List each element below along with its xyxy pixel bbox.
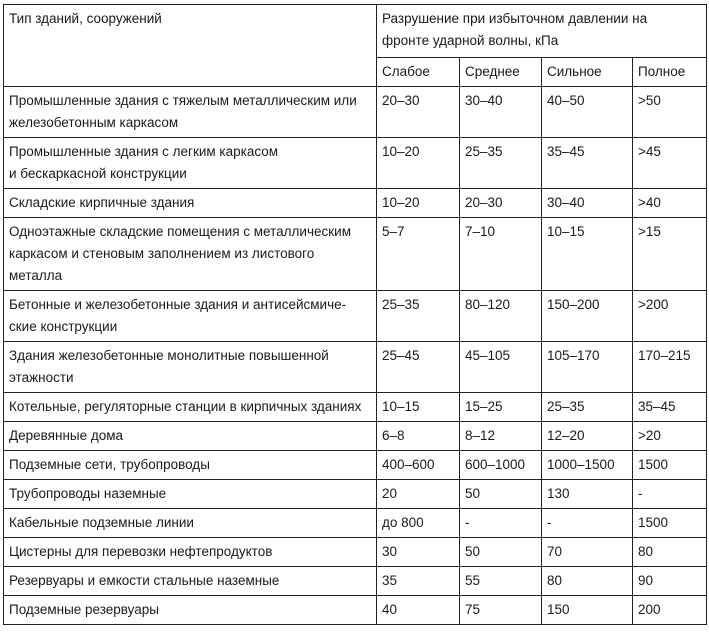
weak-value-cell: 25–45 (377, 342, 460, 393)
medium-value-cell: 8–12 (460, 422, 542, 451)
table-row (4, 291, 707, 342)
strong-value-cell: 80 (542, 567, 633, 596)
table-body (4, 87, 707, 625)
medium-value-cell: 50 (460, 480, 542, 509)
weak-value-cell: 35 (377, 567, 460, 596)
destruction-pressure-table (3, 4, 707, 625)
weak-value-cell: 6–8 (377, 422, 460, 451)
structure-type-cell (4, 567, 377, 596)
full-value-cell: >45 (633, 138, 707, 189)
full-value-cell: - (633, 480, 707, 509)
weak-value-cell: 40 (377, 596, 460, 625)
weak-value-cell: 30 (377, 538, 460, 567)
header-type-cell (4, 5, 377, 87)
full-value-cell: >200 (633, 291, 707, 342)
structure-type-line: металла (9, 268, 63, 283)
strong-value-cell: 12–20 (542, 422, 633, 451)
weak-value-cell: 20 (377, 480, 460, 509)
structure-type-line: Цистерны для перевозки нефтепродуктов (9, 544, 273, 559)
column-header-full: Полное (633, 58, 707, 87)
structure-type-cell (4, 422, 377, 451)
structure-type-cell (4, 291, 377, 342)
structure-type-line: Трубопроводы наземные (9, 486, 167, 501)
strong-value-cell: 70 (542, 538, 633, 567)
full-value-cell: 170–215 (633, 342, 707, 393)
structure-type-line: Подземные сети, трубопроводы (9, 457, 210, 472)
weak-value-cell: до 800 (377, 509, 460, 538)
full-value-cell: 1500 (633, 509, 707, 538)
column-header-strong: Сильное (542, 58, 633, 87)
table-row (4, 480, 707, 509)
structure-type-line: Котельные, регуляторные станции в кирпичных зданиях (9, 399, 362, 414)
structure-type-cell (4, 87, 377, 138)
header-group-label-line1: Разрушение при избыточном давлении на (382, 11, 648, 26)
header-group-label-line2: фронте ударной волны, кПа (382, 33, 559, 48)
table-row (4, 218, 707, 291)
structure-type-cell (4, 138, 377, 189)
structure-type-line: и бескаркасной конструкции (9, 166, 187, 181)
header-type-label: Тип зданий, сооружений (9, 11, 162, 26)
table-row (4, 509, 707, 538)
table-row (4, 393, 707, 422)
structure-type-line: Здания железобетонные монолитные повышенной (9, 348, 329, 363)
structure-type-line: Бетонные и железобетонные здания и антисейсмиче- (9, 297, 347, 312)
weak-value-cell: 20–30 (377, 87, 460, 138)
strong-value-cell: - (542, 509, 633, 538)
medium-value-cell: 45–105 (460, 342, 542, 393)
structure-type-line: Резервуары и емкости стальные наземные (9, 573, 280, 588)
table-row (4, 342, 707, 393)
structure-type-cell (4, 480, 377, 509)
full-value-cell: 90 (633, 567, 707, 596)
full-value-cell: >20 (633, 422, 707, 451)
strong-value-cell: 150–200 (542, 291, 633, 342)
structure-type-line: ские конструкции (9, 319, 118, 334)
strong-value-cell: 35–45 (542, 138, 633, 189)
structure-type-cell (4, 218, 377, 291)
medium-value-cell: 30–40 (460, 87, 542, 138)
medium-value-cell: 50 (460, 538, 542, 567)
structure-type-cell (4, 596, 377, 625)
structure-type-cell (4, 451, 377, 480)
table-row (4, 538, 707, 567)
weak-value-cell: 25–35 (377, 291, 460, 342)
full-value-cell: 200 (633, 596, 707, 625)
table-row (4, 138, 707, 189)
full-value-cell: 1500 (633, 451, 707, 480)
structure-type-line: Кабельные подземные линии (9, 515, 194, 530)
structure-type-line: Деревянные дома (9, 428, 124, 443)
full-value-cell: 35–45 (633, 393, 707, 422)
strong-value-cell: 130 (542, 480, 633, 509)
structure-type-cell (4, 393, 377, 422)
table-row (4, 422, 707, 451)
structure-type-line: железобетонным каркасом (9, 115, 179, 130)
structure-type-cell (4, 342, 377, 393)
column-header-weak: Слабое (377, 58, 460, 87)
medium-value-cell: 80–120 (460, 291, 542, 342)
medium-value-cell: 600–1000 (460, 451, 542, 480)
medium-value-cell: 15–25 (460, 393, 542, 422)
strong-value-cell: 105–170 (542, 342, 633, 393)
table-row (4, 596, 707, 625)
structure-type-line: каркасом и стеновым заполнением из листового (9, 246, 315, 261)
full-value-cell: 80 (633, 538, 707, 567)
header-group-cell (377, 5, 707, 58)
structure-type-cell (4, 189, 377, 218)
structure-type-line: Промышленные здания с тяжелым металлическим или (9, 93, 357, 108)
strong-value-cell: 30–40 (542, 189, 633, 218)
full-value-cell: >40 (633, 189, 707, 218)
structure-type-line: этажности (9, 370, 74, 385)
strong-value-cell: 150 (542, 596, 633, 625)
table-row (4, 567, 707, 596)
weak-value-cell: 400–600 (377, 451, 460, 480)
full-value-cell: >50 (633, 87, 707, 138)
strong-value-cell: 1000–1500 (542, 451, 633, 480)
weak-value-cell: 5–7 (377, 218, 460, 291)
structure-type-line: Промышленные здания с легким каркасом (9, 144, 279, 159)
medium-value-cell: 75 (460, 596, 542, 625)
structure-type-line: Складские кирпичные здания (9, 195, 195, 210)
medium-value-cell: 55 (460, 567, 542, 596)
strong-value-cell: 25–35 (542, 393, 633, 422)
column-header-medium: Среднее (460, 58, 542, 87)
table-row (4, 451, 707, 480)
table-row (4, 189, 707, 218)
table-row (4, 87, 707, 138)
structure-type-cell (4, 538, 377, 567)
strong-value-cell: 40–50 (542, 87, 633, 138)
header-row-1 (4, 5, 707, 58)
medium-value-cell: 25–35 (460, 138, 542, 189)
full-value-cell: >15 (633, 218, 707, 291)
medium-value-cell: 20–30 (460, 189, 542, 218)
medium-value-cell: 7–10 (460, 218, 542, 291)
weak-value-cell: 10–15 (377, 393, 460, 422)
weak-value-cell: 10–20 (377, 189, 460, 218)
structure-type-line: Одноэтажные складские помещения с металлическим (9, 224, 351, 239)
medium-value-cell: - (460, 509, 542, 538)
structure-type-cell (4, 509, 377, 538)
weak-value-cell: 10–20 (377, 138, 460, 189)
strong-value-cell: 10–15 (542, 218, 633, 291)
structure-type-line: Подземные резервуары (9, 602, 160, 617)
